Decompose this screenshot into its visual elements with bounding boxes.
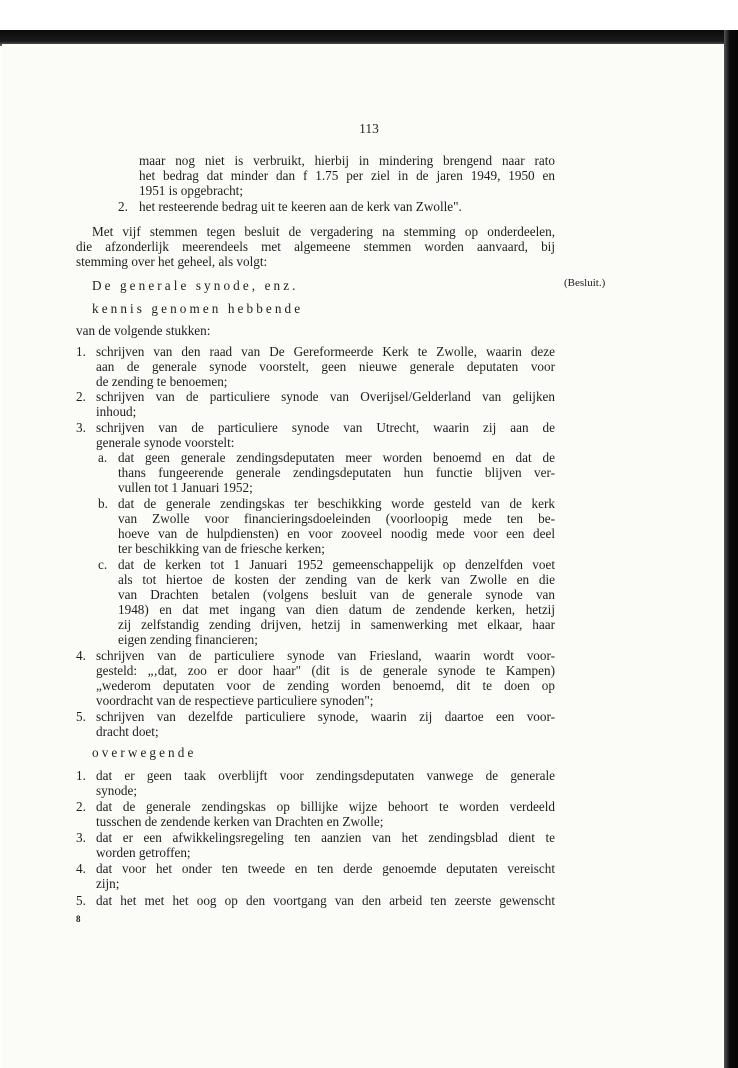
overwegende-line: zijn; <box>96 876 120 891</box>
sub-item-letter: c. <box>98 557 108 572</box>
stuk-number: 5. <box>76 709 86 724</box>
vote-line: stemming over het geheel, als volgt: <box>76 254 268 269</box>
intro-item2-text: het resteerende bedrag uit te keeren aan de kerk van Zwolle". <box>139 199 462 214</box>
sub-item-line: thans fungeerende generale zendingsdeputaten hun functie blijven ver- <box>118 465 555 480</box>
sub-item-line: ter beschikking van de friesche kerken; <box>118 541 325 556</box>
intro-item1-line: 1951 is opgebracht; <box>139 183 244 198</box>
sub-item-line: van Zwolle voor financieringsdoeleinden (voorloopig mede ten be- <box>118 511 555 526</box>
stuk-number: 2. <box>76 389 86 404</box>
overwegende-line: dat er geen taak overblijft voor zendingsdeputaten vanwege de generale <box>96 768 555 783</box>
sub-item-line: hoeve van de hulpdiensten) en voor zooveel noodig mede voor een deel <box>118 526 555 541</box>
overwegende-line: dat het met het oog op den voortgang van den arbeid ten zeerste gewenscht <box>96 893 555 908</box>
overwegende-line: tusschen de zendende kerken van Drachten en Zwolle; <box>96 814 384 829</box>
overwegende-line: dat voor het onder ten tweede en ten derde genoemde deputaten vereischt <box>96 861 555 876</box>
stuk-number: 1. <box>76 344 86 359</box>
stuk-line: schrijven van de particuliere synode van Overijsel/Gelderland van gelijken <box>96 389 555 404</box>
stuk-line: generale synode voorstelt: <box>96 435 235 450</box>
stuk-line: dracht doet; <box>96 724 159 739</box>
stuk-line: schrijven van den raad van De Gereformeerde Kerk te Zwolle, waarin deze <box>96 344 555 359</box>
overwegende-line: synode; <box>96 783 138 798</box>
sub-item-letter: a. <box>98 450 108 465</box>
stuk-number: 3. <box>76 420 86 435</box>
stuk-line: aan de generale synode voorstelt, geen nieuwe generale deputaten voor <box>96 359 555 374</box>
stuk-line: „wederom deputaten voor de zending worden benoemd, dit te doen op <box>96 678 555 693</box>
overwegende-number: 4. <box>76 861 86 876</box>
overwegende-number: 1. <box>76 768 86 783</box>
stuk-line: voordracht van de respectieve particuliere synoden"; <box>96 693 374 708</box>
vote-line: die afzonderlijk meerendeels met algemeene stemmen worden aanvaard, bij <box>76 239 555 254</box>
overwegende-line: dat er een afwikkelingsregeling ten aanzien van het zendingsblad dient te <box>96 830 555 845</box>
intro-item1-line: maar nog niet is verbruikt, hierbij in mindering brengend naar rato <box>139 153 555 168</box>
sub-item-line: vullen tot 1 Januari 1952; <box>118 480 253 495</box>
sub-item-line: dat de generale zendingskas ter beschikking worde gesteld van de kerk <box>118 496 555 511</box>
overwegende-heading: overwegende <box>92 745 197 760</box>
stuk-line: de zending te benoemen; <box>96 374 228 389</box>
signature-mark: 8 <box>76 914 81 924</box>
sub-item-line: dat de kerken tot 1 Januari 1952 gemeenschappelijk op denzelfden voet <box>118 557 555 572</box>
sub-item-letter: b. <box>98 496 108 511</box>
vote-line: Met vijf stemmen tegen besluit de vergadering na stemming op onderdeelen, <box>92 224 555 239</box>
stuk-number: 4. <box>76 648 86 663</box>
stuk-line: gesteld: „‚dat, zoo er door haar" (dit is de generale synode te Kampen) <box>96 663 555 678</box>
intro-item1-line: het bedrag dat minder dan f 1.75 per ziel in de jaren 1949, 1950 en <box>139 168 555 183</box>
stuk-line: inhoud; <box>96 404 137 419</box>
sub-item-line: eigen zending financieren; <box>118 632 258 647</box>
sub-item-line: 1948) en dat met ingang van dien datum de zendende kerken, hetzij <box>118 602 555 617</box>
stuk-line: schrijven van de particuliere synode van Utrecht, waarin zij aan de <box>96 420 555 435</box>
overwegende-line: dat de generale zendingskas op billijke wijze behoort te worden verdeeld <box>96 799 555 814</box>
kennis-heading: kennis genomen hebbende <box>92 301 304 316</box>
overwegende-number: 5. <box>76 893 86 908</box>
sub-item-line: zij zelfstandig zending drijven, hetzij in samenwerking met elkaar, haar <box>118 617 555 632</box>
overwegende-line: worden getroffen; <box>96 845 191 860</box>
overwegende-number: 2. <box>76 799 86 814</box>
overwegende-number: 3. <box>76 830 86 845</box>
stukken-intro: van de volgende stukken: <box>76 323 211 338</box>
page-number: 113 <box>359 121 379 136</box>
sub-item-line: dat geen generale zendingsdeputaten meer worden benoemd en dat de <box>118 450 555 465</box>
sub-item-line: van Drachten betalen (volgens besluit van de generale synode van <box>118 587 555 602</box>
intro-item2-number: 2. <box>118 199 128 214</box>
stuk-line: schrijven van dezelfde particuliere synode, waarin zij daartoe een voor- <box>96 709 555 724</box>
margin-note: (Besluit.) <box>564 277 606 289</box>
synod-heading: De generale synode, enz. <box>92 278 299 293</box>
stuk-line: schrijven van de particuliere synode van Friesland, waarin wordt voor- <box>96 648 555 663</box>
sub-item-line: als tot hiertoe de kosten der zending van de kerk van Zwolle en die <box>118 572 555 587</box>
